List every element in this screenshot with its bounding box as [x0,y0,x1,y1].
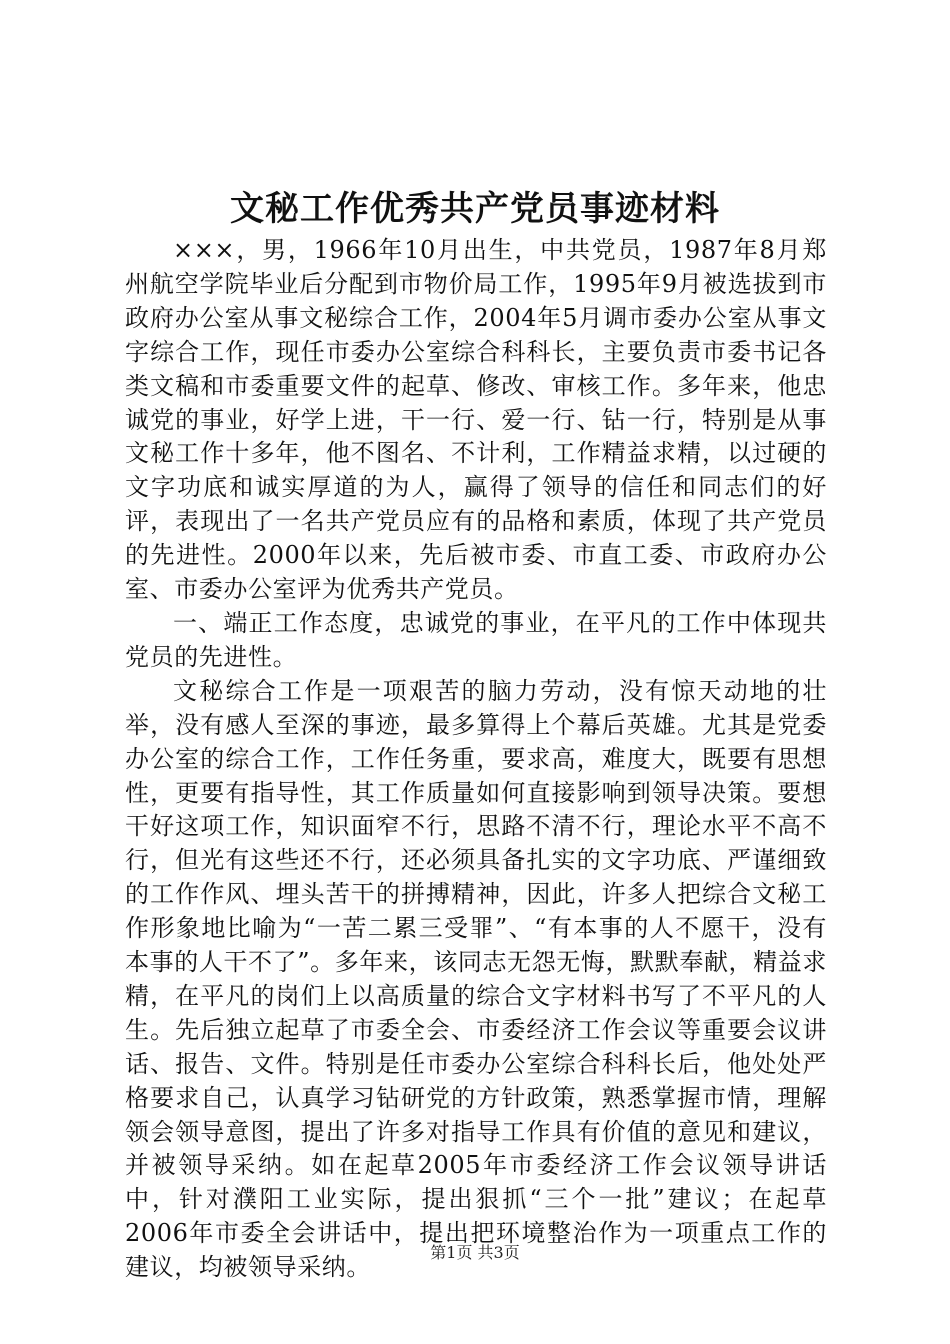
paragraph-section-heading: 一、端正工作态度，忠诚党的事业，在平凡的工作中体现共党员的先进性。 [125,608,827,671]
page-footer: 第1页 共3页 [430,1243,520,1262]
paragraph-work-description: 文秘综合工作是一项艰苦的脑力劳动，没有惊天动地的壮举，没有感人至深的事迹，最多算得上个幕后英雄。尤其是党委办公室的综合工作，工作任务重，要求高，难度大，既要有思想性，更要有指导性，其工作质量如何直接影响到领导决策。要想干好这项工作，知识面窄不行，思路不清不行，理论水平不高不行，但光有这些还不行，还必须具备扎实的文字功底、严谨细致的工作作风、埋头苦干的拼搏精神，因此，许多人把综合文秘工作形象地比喻为“一苦二累三受罪”、“有本事的人不愿干，没有本事的人干不了”。多年来，该同志无怨无悔，默默奉献，精益求精，在平凡的岗们上以高质量的综合文字材料书写了不平凡的人生。先后独立起草了市委全会、市委经济工作会议等重要会议讲话、报告、文件。特别是任市委办公室综合科科长后，他处处严格要求自己，认真学习钻研党的方针政策，熟悉掌握市情，理解领会领导意图，提出了许多对指导工作具有价值的意见和建议，并被领导采纳。如在起草2005年市委经济工作会议领导讲话中，针对濮阳工业实际，提出狠抓“三个一批”建议；在起草2006年市委全会讲话中，提出把环境整治作为一项重点工作的建议，均被领导采纳。 [125,676,827,1282]
document-body [125,234,827,1285]
paragraph-intro: ×××，男，1966年10月出生，中共党员，1987年8月郑州航空学院毕业后分配到市物价局工作，1995年9月被选拔到市政府办公室从事文秘综合工作，2004年5月调市委办公室从事文字综合工作，现任市委办公室综合科科长，主要负责市委书记各类文稿和市委重要文件的起草、修改、审核工作。多年来，他忠诚党的事业，好学上进，干一行、爱一行、钻一行，特别是从事文秘工作十多年，他不图名、不计利，工作精益求精，以过硬的文字功底和诚实厚道的为人，赢得了领导的信任和同志们的好评，表现出了一名共产党员应有的品格和素质，体现了共产党员的先进性。2000年以来，先后被市委、市直工委、市政府办公室、市委办公室评为优秀共产党员。 [125,236,827,604]
document-title: 文秘工作优秀共产党员事迹材料 [230,189,720,229]
